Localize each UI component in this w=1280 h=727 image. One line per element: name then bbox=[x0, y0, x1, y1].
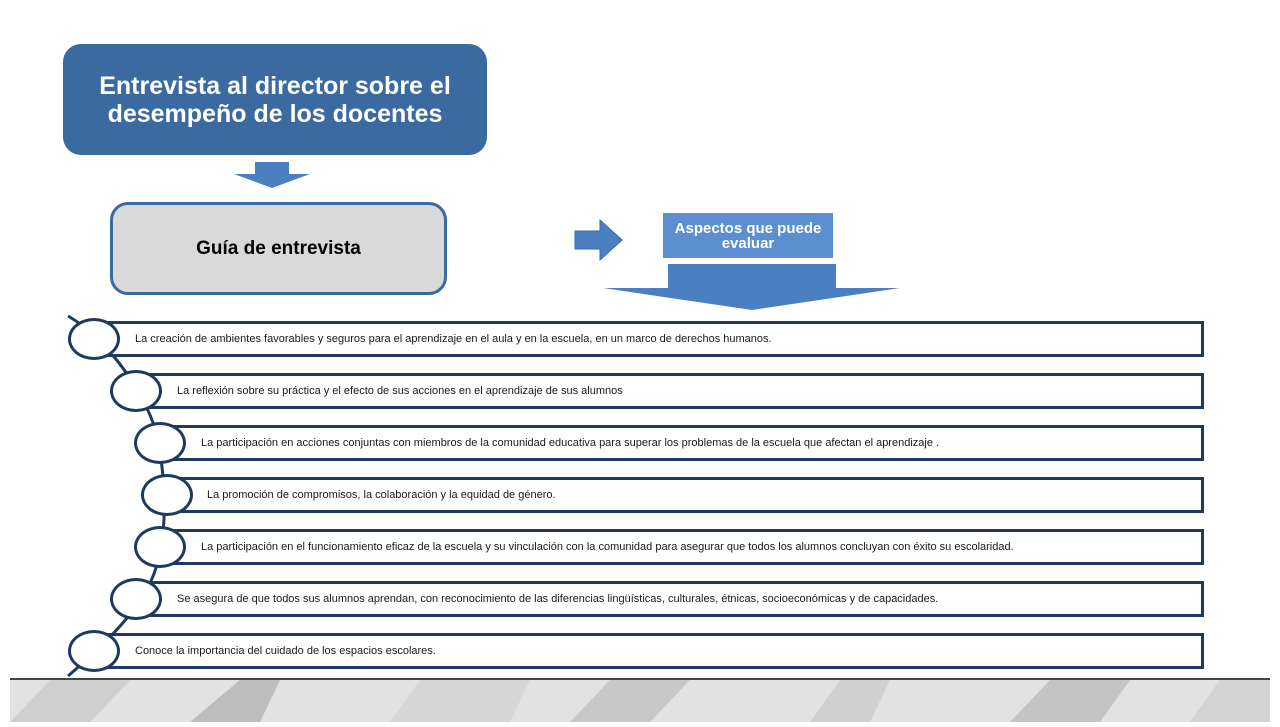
item-circle bbox=[110, 578, 162, 620]
item-circle bbox=[68, 318, 120, 360]
list-item bbox=[138, 581, 1204, 617]
item-circle bbox=[141, 474, 193, 516]
down-arrow-icon bbox=[234, 162, 310, 188]
guide-box: Guía de entrevista bbox=[110, 202, 447, 295]
item-text: La participación en acciones conjuntas con miembros de la comunidad educativa para superar los problemas de la escuela que afectan el aprendizaje . bbox=[201, 437, 940, 449]
list-item bbox=[162, 425, 1204, 461]
list-item bbox=[94, 321, 1204, 357]
item-text: La creación de ambientes favorables y seguros para el aprendizaje en el aula y en la escuela, en un marco de derechos humanos. bbox=[135, 333, 772, 345]
list-item bbox=[138, 373, 1204, 409]
aspects-box: Aspectos que puede evaluar bbox=[663, 213, 833, 258]
right-arrow-icon bbox=[575, 220, 622, 260]
item-text: Se asegura de que todos sus alumnos aprendan, con reconocimiento de las diferencias lingüísticas, culturales, étnicas, socioeconómicas y de capacidades. bbox=[177, 593, 939, 605]
footer-decoration bbox=[10, 680, 1270, 722]
item-circle bbox=[110, 370, 162, 412]
big-down-arrow-icon bbox=[603, 264, 900, 310]
title-box: Entrevista al director sobre el desempeño de los docentes bbox=[63, 44, 487, 155]
list-item bbox=[170, 477, 1204, 513]
item-text: La participación en el funcionamiento eficaz de la escuela y su vinculación con la comunidad para asegurar que todos los alumnos concluyan con éxito su escolaridad. bbox=[201, 541, 1014, 553]
list-item bbox=[162, 529, 1204, 565]
item-text: La promoción de compromisos, la colaboración y la equidad de género. bbox=[207, 489, 556, 501]
item-circle bbox=[68, 630, 120, 672]
item-text: Conoce la importancia del cuidado de los espacios escolares. bbox=[135, 645, 436, 657]
list-item bbox=[94, 633, 1204, 669]
item-text: La reflexión sobre su práctica y el efecto de sus acciones en el aprendizaje de sus alumnos bbox=[177, 385, 623, 397]
footer-band bbox=[10, 678, 1270, 722]
item-circle bbox=[134, 526, 186, 568]
item-circle bbox=[134, 422, 186, 464]
